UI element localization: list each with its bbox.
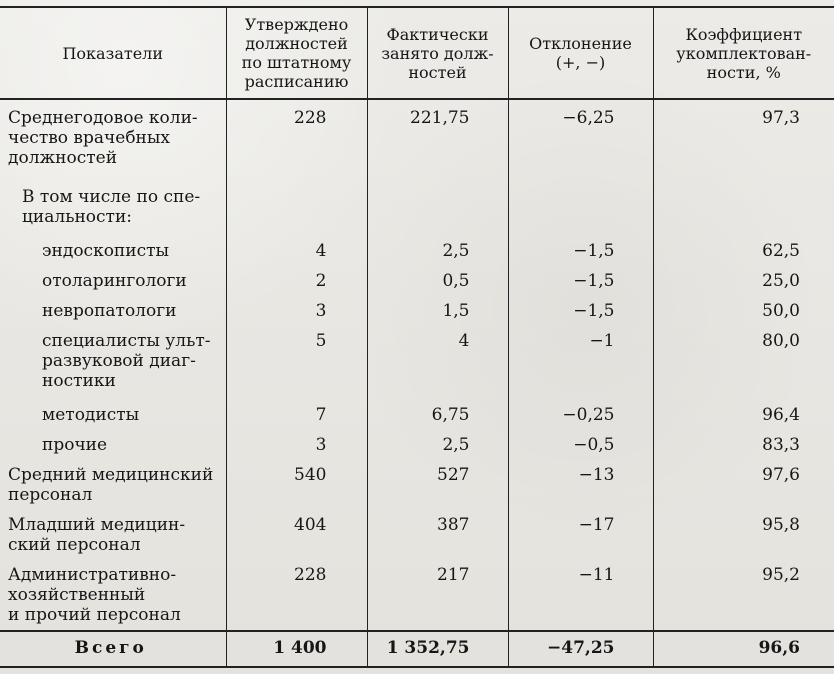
deviation-cell: −1,5 (508, 263, 653, 293)
actual-cell: 2,5 (367, 427, 508, 457)
rate-cell: 62,5 (653, 233, 834, 263)
deviation-cell: −1,5 (508, 293, 653, 323)
approved-cell (226, 179, 367, 233)
rate-cell: 25,0 (653, 263, 834, 293)
approved-cell: 228 (226, 557, 367, 631)
table-row (0, 293, 834, 323)
approved-cell: 404 (226, 507, 367, 557)
approved-cell: 2 (226, 263, 367, 293)
table-header-row (0, 7, 834, 99)
actual-cell (367, 179, 508, 233)
table-row (0, 179, 834, 233)
row-label: эндоскописты (42, 241, 170, 261)
rate-cell: 97,6 (653, 457, 834, 507)
table-row (0, 233, 834, 263)
approved-cell: 228 (226, 99, 367, 179)
table-row (0, 323, 834, 397)
table-row (0, 397, 834, 427)
deviation-cell: −11 (508, 557, 653, 631)
actual-cell: 1,5 (367, 293, 508, 323)
row-label: специалисты ульт- развуковой диаг- ностики (42, 331, 211, 391)
header-rate: Коэффициент укомплектован- ности, % (653, 7, 834, 99)
row-label: Административно- хозяйственный и прочий персонал (8, 565, 181, 625)
deviation-cell: −1 (508, 323, 653, 397)
actual-cell: 217 (367, 557, 508, 631)
approved-cell: 540 (226, 457, 367, 507)
rate-cell: 95,8 (653, 507, 834, 557)
deviation-cell: −17 (508, 507, 653, 557)
rate-cell (653, 179, 834, 233)
header-actual: Фактически занято долж- ностей (367, 7, 508, 99)
total-approved-cell: 1 400 (226, 631, 367, 667)
table-row (0, 263, 834, 293)
header-deviation: Отклонение (+, −) (508, 7, 653, 99)
row-label: Младший медицин- ский персонал (8, 515, 186, 555)
approved-cell: 7 (226, 397, 367, 427)
total-rate-cell: 96,6 (653, 631, 834, 667)
actual-cell: 6,75 (367, 397, 508, 427)
row-label: отоларингологи (42, 271, 187, 291)
rate-cell: 80,0 (653, 323, 834, 397)
deviation-cell: −0,5 (508, 427, 653, 457)
approved-cell: 3 (226, 293, 367, 323)
row-label: В том числе по спе- циальности: (22, 187, 201, 227)
total-label: Всего (0, 631, 226, 667)
rate-cell: 97,3 (653, 99, 834, 179)
actual-cell: 4 (367, 323, 508, 397)
total-deviation-cell: −47,25 (508, 631, 653, 667)
deviation-cell: −13 (508, 457, 653, 507)
staffing-table (0, 6, 834, 668)
deviation-cell: −0,25 (508, 397, 653, 427)
rate-cell: 96,4 (653, 397, 834, 427)
actual-cell: 2,5 (367, 233, 508, 263)
header-approved: Утверждено должностей по штатному расписанию (226, 7, 367, 99)
deviation-cell (508, 179, 653, 233)
table-row (0, 427, 834, 457)
actual-cell: 0,5 (367, 263, 508, 293)
row-label: прочие (42, 435, 108, 455)
row-label: Средний медицинский персонал (8, 465, 214, 505)
actual-cell: 387 (367, 507, 508, 557)
deviation-cell: −6,25 (508, 99, 653, 179)
row-label: методисты (42, 405, 140, 425)
approved-cell: 4 (226, 233, 367, 263)
table-row (0, 99, 834, 179)
table-row (0, 457, 834, 507)
table-row (0, 507, 834, 557)
header-indicators: Показатели (0, 7, 226, 99)
table-row (0, 557, 834, 631)
row-label: невропатологи (42, 301, 177, 321)
approved-cell: 5 (226, 323, 367, 397)
row-label: Среднегодовое коли- чество врачебных должностей (8, 108, 198, 168)
approved-cell: 3 (226, 427, 367, 457)
actual-cell: 221,75 (367, 99, 508, 179)
table-total-row (0, 631, 834, 667)
deviation-cell: −1,5 (508, 233, 653, 263)
rate-cell: 83,3 (653, 427, 834, 457)
rate-cell: 95,2 (653, 557, 834, 631)
rate-cell: 50,0 (653, 293, 834, 323)
total-actual-cell: 1 352,75 (367, 631, 508, 667)
actual-cell: 527 (367, 457, 508, 507)
